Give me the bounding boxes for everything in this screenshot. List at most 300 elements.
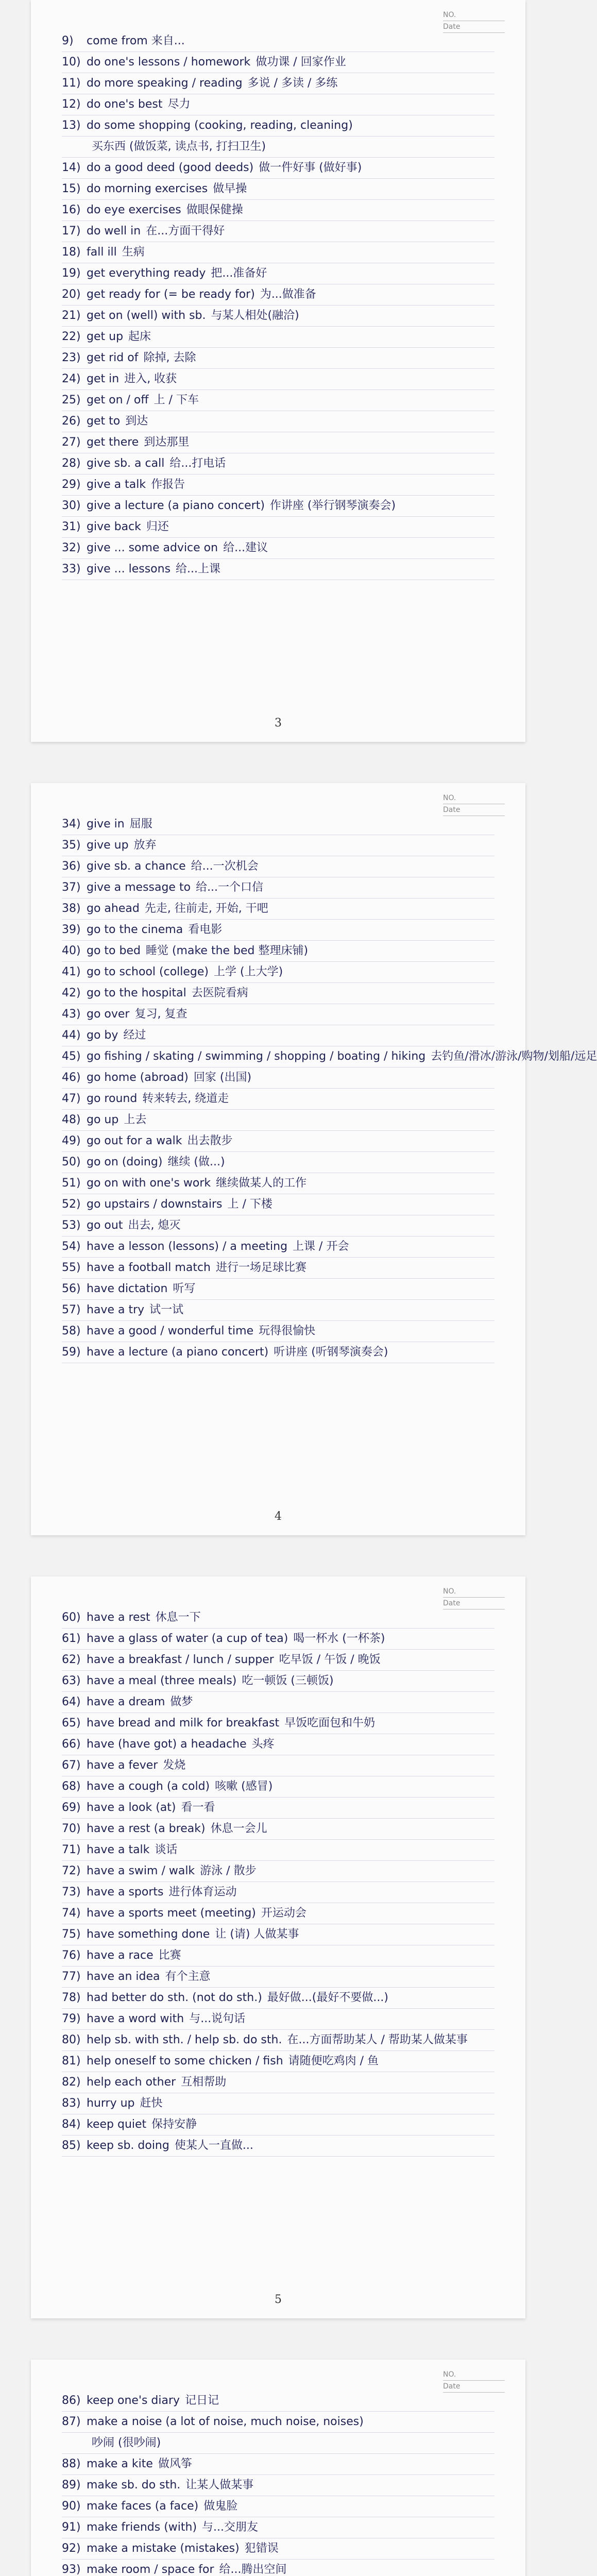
phrase-english: get there [87, 436, 139, 449]
phrase-row [62, 1924, 494, 1945]
phrase-row [62, 73, 494, 94]
phrase-number: 26) [62, 415, 81, 428]
phrase-row [62, 1131, 494, 1152]
phrase-english: have a sports meet (meeting) [87, 1907, 256, 1920]
phrase-number: 17) [62, 225, 81, 238]
phrase-chinese: 与...交朋友 [202, 2521, 259, 2534]
phrase-row [62, 1279, 494, 1300]
phrase-row [62, 1067, 494, 1089]
phrase-list [62, 1607, 494, 2318]
phrase-row [62, 242, 494, 263]
phrase-english: give sb. a call [87, 457, 165, 470]
phrase-chinese: 比赛 [158, 1949, 181, 1962]
phrase-chinese: 听写 [173, 1282, 196, 1295]
phrase-row [62, 2009, 494, 2030]
phrase-number: 92) [62, 2542, 81, 2555]
phrase-english: make a noise (a lot of noise, much noise, noises) [87, 2415, 364, 2428]
phrase-row [62, 1798, 494, 1819]
phrase-chinese: 给...打电话 [169, 457, 226, 470]
phrase-english: have a word with [87, 2012, 184, 2025]
phrase-number: 71) [62, 1843, 81, 1856]
phrase-number: 85) [62, 2139, 81, 2152]
phrase-english: give back [87, 520, 141, 533]
phrase-number: 57) [62, 1303, 81, 1316]
phrase-row [62, 856, 494, 877]
phrase-chinese: 尽力 [167, 98, 191, 111]
phrase-row [62, 1300, 494, 1321]
phrase-number: 54) [62, 1240, 81, 1253]
phrase-number: 19) [62, 267, 81, 280]
page-number: 3 [275, 717, 282, 730]
no-label: NO. [443, 2370, 456, 2379]
phrase-row [62, 411, 494, 432]
phrase-number: 35) [62, 839, 81, 852]
phrase-chinese: 保持安静 [151, 2118, 197, 2131]
phrase-number: 43) [62, 1008, 81, 1021]
phrase-english: keep quiet [87, 2118, 147, 2131]
phrase-number: 27) [62, 436, 81, 449]
phrase-number: 76) [62, 1949, 81, 1962]
phrase-english: go to the cinema [87, 923, 183, 936]
phrase-number: 67) [62, 1759, 81, 1772]
phrase-number: 18) [62, 246, 81, 259]
phrase-english: have a glass of water (a cup of tea) [87, 1632, 288, 1645]
phrase-number: 80) [62, 2033, 81, 2046]
phrase-english: help sb. with sth. / help sb. do sth. [87, 2033, 282, 2046]
phrase-chinese: 赶快 [140, 2097, 163, 2110]
phrase-row [62, 200, 494, 221]
phrase-list [62, 31, 494, 742]
page-header [443, 9, 505, 33]
phrase-chinese: 作讲座 (举行钢琴演奏会) [269, 499, 396, 512]
phrase-row [62, 877, 494, 899]
phrase-english: give a lecture (a piano concert) [87, 499, 265, 512]
phrase-number: 49) [62, 1134, 81, 1147]
phrase-english: have a rest (a break) [87, 1822, 206, 1835]
phrase-chinese: 喝一杯水 (一杯茶) [293, 1632, 385, 1645]
phrase-chinese: 互相帮助 [181, 2076, 227, 2089]
page-number: 5 [275, 2293, 282, 2306]
phrase-chinese: 犯错误 [244, 2542, 279, 2555]
phrase-english: go on with one's work [87, 1177, 211, 1190]
phrase-row [62, 2475, 494, 2496]
phrase-chinese: 睡觉 (make the bed 整理床铺) [145, 944, 309, 957]
phrase-row [62, 1692, 494, 1713]
phrase-row [62, 1046, 597, 1067]
phrase-row [62, 1882, 494, 1903]
phrase-chinese: 做早操 [213, 182, 247, 195]
phrase-chinese: 做风筝 [158, 2458, 192, 2470]
phrase-english: go upstairs / downstairs [87, 1198, 223, 1211]
phrase-english: have a sports [87, 1886, 164, 1899]
notebook-page-5 [31, 1577, 525, 2318]
phrase-number: 74) [62, 1907, 81, 1920]
phrase-chinese: 听讲座 (听钢琴演奏会) [274, 1346, 388, 1359]
phrase-row [62, 1025, 494, 1046]
phrase-row [62, 920, 494, 941]
phrase-row [62, 835, 494, 856]
phrase-number: 38) [62, 902, 81, 915]
phrase-chinese: 放弃 [133, 839, 157, 852]
phrase-row [62, 517, 494, 538]
phrase-row [62, 1713, 494, 1734]
phrase-english: get on / off [87, 394, 149, 406]
phrase-number: 72) [62, 1865, 81, 1877]
phrase-row [62, 474, 494, 496]
phrase-number: 47) [62, 1092, 81, 1105]
phrase-english: keep one's diary [87, 2394, 180, 2407]
no-label: NO. [443, 1587, 456, 1596]
no-label: NO. [443, 794, 456, 802]
phrase-number: 58) [62, 1325, 81, 1337]
phrase-chinese: 买东西 (做饭菜, 读点书, 打扫卫生) [92, 140, 266, 153]
phrase-english: have a try [87, 1303, 145, 1316]
phrase-row [62, 2072, 494, 2093]
phrase-row [62, 158, 494, 179]
phrase-english: make room / space for [87, 2563, 214, 2576]
phrase-english: have bread and milk for breakfast [87, 1717, 280, 1730]
phrase-english: have a meal (three meals) [87, 1674, 237, 1687]
phrase-english: do a good deed (good deeds) [87, 161, 254, 174]
phrase-row [62, 137, 494, 158]
phrase-row [62, 899, 494, 920]
phrase-english: do more speaking / reading [87, 77, 243, 90]
phrase-number: 45) [62, 1050, 81, 1063]
phrase-number: 61) [62, 1632, 81, 1645]
phrase-english: have a football match [87, 1261, 211, 1274]
phrase-english: make sb. do sth. [87, 2479, 181, 2492]
phrase-chinese: 上 / 下车 [153, 394, 199, 406]
phrase-number: 48) [62, 1113, 81, 1126]
phrase-row [62, 1861, 494, 1882]
phrase-row [62, 1988, 494, 2009]
phrase-chinese: 做功课 / 回家作业 [255, 56, 346, 69]
phrase-english: give up [87, 839, 129, 852]
phrase-row [62, 2114, 494, 2136]
phrase-chinese: 先走, 往前走, 开始, 干吧 [144, 902, 268, 915]
phrase-row [62, 1607, 494, 1629]
phrase-row [62, 2538, 494, 2560]
phrase-chinese: 吵闹 (很吵闹) [92, 2436, 161, 2449]
phrase-english: go to school (college) [87, 965, 209, 978]
phrase-english: do morning exercises [87, 182, 208, 195]
phrase-chinese: 多说 / 多读 / 多练 [247, 77, 338, 90]
phrase-number: 79) [62, 2012, 81, 2025]
phrase-number: 91) [62, 2521, 81, 2534]
phrase-chinese: 去医院看病 [191, 987, 248, 999]
phrase-number: 30) [62, 499, 81, 512]
phrase-english: hurry up [87, 2097, 135, 2110]
phrase-english: give sb. a chance [87, 860, 186, 873]
phrase-chinese: 继续做某人的工作 [216, 1177, 307, 1190]
phrase-chinese: 谈话 [155, 1843, 178, 1856]
phrase-number: 62) [62, 1653, 81, 1666]
phrase-english: make faces (a face) [87, 2500, 199, 2513]
phrase-english: have an idea [87, 1970, 160, 1983]
phrase-english: have a lecture (a piano concert) [87, 1346, 269, 1359]
phrase-row [62, 1671, 494, 1692]
phrase-english: have a lesson (lessons) / a meeting [87, 1240, 288, 1253]
phrase-row [62, 2030, 494, 2051]
phrase-row [62, 390, 494, 411]
phrase-number: 40) [62, 944, 81, 957]
phrase-row [62, 1776, 494, 1798]
notebook-page-6 [31, 2360, 525, 2576]
phrase-chinese: 给...一个口信 [196, 881, 264, 894]
phrase-english: go home (abroad) [87, 1071, 189, 1084]
phrase-number: 52) [62, 1198, 81, 1211]
phrase-number: 10) [62, 56, 81, 69]
phrase-english: come from 来自... [87, 35, 185, 47]
phrase-row [62, 2454, 494, 2475]
phrase-row [62, 1152, 494, 1173]
phrase-english: have something done [87, 1928, 210, 1941]
phrase-number: 89) [62, 2479, 81, 2492]
phrase-english: have a breakfast / lunch / supper [87, 1653, 274, 1666]
phrase-english: make friends (with) [87, 2521, 197, 2534]
phrase-chinese: 到达那里 [144, 436, 190, 449]
phrase-english: go to the hospital [87, 987, 186, 999]
phrase-number: 59) [62, 1346, 81, 1359]
phrase-english: give in [87, 818, 125, 831]
phrase-english: have a look (at) [87, 1801, 176, 1814]
phrase-chinese: 进入, 收获 [124, 372, 177, 385]
phrase-row [62, 1110, 494, 1131]
phrase-english: give a talk [87, 478, 146, 491]
phrase-chinese: 与...说句话 [189, 2012, 246, 2025]
phrase-row [62, 2496, 494, 2517]
phrase-chinese: 生病 [122, 246, 145, 259]
phrase-english: have a swim / walk [87, 1865, 195, 1877]
phrase-chinese: 给...上课 [176, 563, 221, 575]
phrase-number: 93) [62, 2563, 81, 2576]
phrase-number: 24) [62, 372, 81, 385]
phrase-english: have a good / wonderful time [87, 1325, 254, 1337]
phrase-english: go fishing / skating / swimming / shopping / boating / hiking [87, 1050, 426, 1063]
phrase-chinese: 头疼 [251, 1738, 275, 1751]
phrase-list [62, 2391, 494, 2576]
phrase-chinese: 开运动会 [261, 1907, 306, 1920]
phrase-chinese: 为...做准备 [260, 288, 316, 301]
phrase-row [62, 1321, 494, 1342]
phrase-english: go to bed [87, 944, 141, 957]
phrase-english: have (have got) a headache [87, 1738, 247, 1751]
phrase-english: have a rest [87, 1611, 150, 1624]
phrase-chinese: 让某人做某事 [185, 2479, 254, 2492]
phrase-row [62, 2136, 494, 2157]
phrase-chinese: 玩得很愉快 [259, 1325, 316, 1337]
phrase-row [62, 2433, 494, 2454]
phrase-number: 69) [62, 1801, 81, 1814]
phrase-english: get up [87, 330, 124, 343]
phrase-chinese: 回家 (出国) [193, 1071, 252, 1084]
phrase-row [62, 1629, 494, 1650]
phrase-number: 83) [62, 2097, 81, 2110]
date-label: Date [443, 1599, 460, 1607]
phrase-chinese: 请随便吃鸡肉 / 鱼 [288, 2055, 379, 2067]
phrase-chinese: 作报告 [151, 478, 185, 491]
phrase-number: 9) [62, 35, 74, 47]
phrase-row [62, 538, 494, 559]
phrase-row [62, 1650, 494, 1671]
phrase-chinese: 把...准备好 [211, 267, 267, 280]
phrase-row [62, 1734, 494, 1755]
phrase-chinese: 复习, 复查 [134, 1008, 187, 1021]
phrase-chinese: 屈服 [129, 818, 152, 831]
phrase-chinese: 做梦 [170, 1696, 193, 1708]
phrase-chinese: 做鬼脸 [203, 2500, 238, 2513]
phrase-number: 14) [62, 161, 81, 174]
phrase-row [62, 1258, 494, 1279]
phrase-english: make a mistake (mistakes) [87, 2542, 240, 2555]
phrase-chinese: 休息一下 [155, 1611, 201, 1624]
phrase-chinese: 出去, 熄灭 [128, 1219, 181, 1232]
phrase-row [62, 559, 494, 580]
phrase-english: do one's best [87, 98, 163, 111]
phrase-chinese: 做一件好事 (做好事) [259, 161, 362, 174]
phrase-row [62, 221, 494, 242]
phrase-row [62, 369, 494, 390]
phrase-chinese: 做眼保健操 [186, 204, 243, 216]
phrase-row [62, 1089, 494, 1110]
phrase-row [62, 1342, 494, 1363]
phrase-chinese: 转来转去, 绕道走 [142, 1092, 229, 1105]
phrase-row [62, 983, 494, 1004]
phrase-number: 29) [62, 478, 81, 491]
phrase-english: give ... lessons [87, 563, 171, 575]
phrase-number: 42) [62, 987, 81, 999]
phrase-row [62, 348, 494, 369]
phrase-chinese: 出去散步 [187, 1134, 233, 1147]
phrase-number: 55) [62, 1261, 81, 1274]
phrase-row [62, 115, 494, 137]
phrase-english: have dictation [87, 1282, 168, 1295]
phrase-chinese: 吃早饭 / 午饭 / 晚饭 [279, 1653, 381, 1666]
phrase-chinese: 吃一顿饭 (三顿饭) [242, 1674, 334, 1687]
phrase-row [62, 814, 494, 835]
phrase-number: 41) [62, 965, 81, 978]
phrase-chinese: 归还 [146, 520, 169, 533]
phrase-number: 31) [62, 520, 81, 533]
phrase-number: 86) [62, 2394, 81, 2407]
phrase-number: 44) [62, 1029, 81, 1042]
date-label: Date [443, 806, 460, 814]
phrase-chinese: 让 (请) 人做某事 [215, 1928, 299, 1941]
phrase-number: 87) [62, 2415, 81, 2428]
phrase-english: do well in [87, 225, 141, 238]
notebook-page-4 [31, 783, 597, 1535]
phrase-row [62, 1755, 494, 1776]
phrase-row [62, 52, 494, 73]
phrase-english: get rid of [87, 351, 139, 364]
phrase-row [62, 2560, 494, 2576]
phrase-chinese: 发烧 [163, 1759, 186, 1772]
phrase-english: get on (well) with sb. [87, 309, 206, 322]
phrase-number: 15) [62, 182, 81, 195]
phrase-row [62, 1173, 494, 1194]
phrase-chinese: 上去 [124, 1113, 147, 1126]
phrase-chinese: 给...一次机会 [191, 860, 259, 873]
phrase-number: 66) [62, 1738, 81, 1751]
phrase-number: 70) [62, 1822, 81, 1835]
phrase-chinese: 上 / 下楼 [227, 1198, 272, 1211]
phrase-english: go round [87, 1092, 138, 1105]
phrase-row [62, 2051, 494, 2072]
phrase-number: 33) [62, 563, 81, 575]
phrase-row [62, 2412, 494, 2433]
phrase-english: do one's lessons / homework [87, 56, 251, 69]
phrase-english: get in [87, 372, 120, 385]
date-label: Date [443, 23, 460, 31]
phrase-english: make a kite [87, 2458, 153, 2470]
phrase-chinese: 看一看 [181, 1801, 215, 1814]
phrase-row [62, 327, 494, 348]
phrase-english: go ahead [87, 902, 140, 915]
phrase-number: 81) [62, 2055, 81, 2067]
phrase-english: have a cough (a cold) [87, 1780, 210, 1793]
phrase-chinese: 试一试 [149, 1303, 184, 1316]
phrase-number: 65) [62, 1717, 81, 1730]
phrase-number: 50) [62, 1156, 81, 1168]
phrase-row [62, 31, 494, 52]
phrase-row [62, 1945, 494, 1967]
phrase-number: 32) [62, 541, 81, 554]
phrase-english: have a dream [87, 1696, 165, 1708]
phrase-chinese: 早饭吃面包和牛奶 [284, 1717, 376, 1730]
phrase-chinese: 去钓鱼/滑冰/游泳/购物/划船/远足 [431, 1050, 597, 1063]
page-header [443, 2369, 505, 2393]
phrase-row [62, 1236, 494, 1258]
phrase-number: 34) [62, 818, 81, 831]
phrase-chinese: 有个主意 [165, 1970, 211, 1983]
phrase-number: 23) [62, 351, 81, 364]
phrase-english: go by [87, 1029, 118, 1042]
phrase-english: do eye exercises [87, 204, 181, 216]
phrase-chinese: 记日记 [185, 2394, 219, 2407]
phrase-english: have a race [87, 1949, 153, 1962]
phrase-chinese: 进行一场足球比赛 [215, 1261, 306, 1274]
no-label: NO. [443, 11, 456, 19]
page-header [443, 1586, 505, 1609]
phrase-row [62, 1967, 494, 1988]
phrase-chinese: 上课 / 开会 [293, 1240, 349, 1253]
phrase-row [62, 1004, 494, 1025]
phrase-chinese: 咳嗽 (感冒) [215, 1780, 273, 1793]
phrase-row [62, 2517, 494, 2538]
phrase-number: 20) [62, 288, 81, 301]
phrase-row [62, 2391, 494, 2412]
phrase-number: 36) [62, 860, 81, 873]
phrase-number: 16) [62, 204, 81, 216]
phrase-english: have a fever [87, 1759, 158, 1772]
phrase-number: 88) [62, 2458, 81, 2470]
phrase-number: 13) [62, 119, 81, 132]
phrase-english: give a message to [87, 881, 191, 894]
phrase-chinese: 继续 (做...) [167, 1156, 225, 1168]
phrase-row [62, 179, 494, 200]
phrase-row [62, 94, 494, 115]
date-label: Date [443, 2382, 460, 2391]
phrase-english: do some shopping (cooking, reading, cleaning) [87, 119, 353, 132]
phrase-number: 90) [62, 2500, 81, 2513]
phrase-chinese: 与某人相处(融洽) [211, 309, 299, 322]
phrase-number: 51) [62, 1177, 81, 1190]
phrase-number: 68) [62, 1780, 81, 1793]
phrase-chinese: 经过 [123, 1029, 146, 1042]
phrase-english: go up [87, 1113, 119, 1126]
phrase-chinese: 在...方面干得好 [146, 225, 225, 238]
phrase-english: give ... some advice on [87, 541, 218, 554]
